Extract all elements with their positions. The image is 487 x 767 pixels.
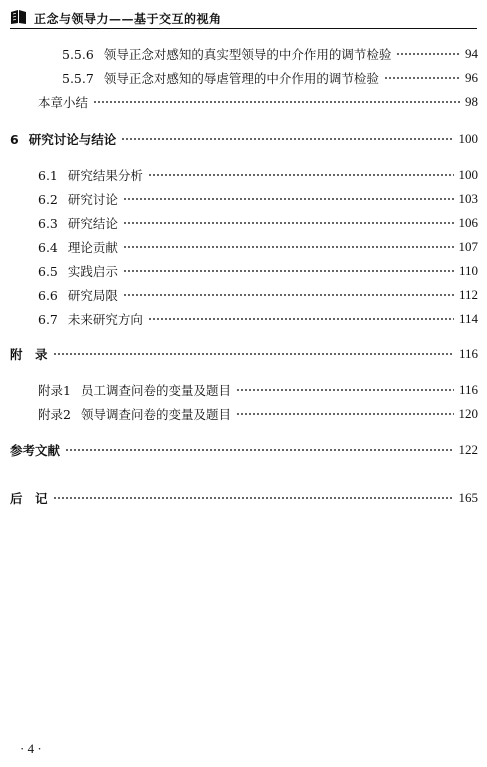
dot-leader: [123, 242, 454, 252]
toc-entry-page: 103: [458, 191, 478, 206]
toc-entry-title: 员工调查问卷的变量及题目: [80, 383, 231, 398]
dot-leader: [53, 493, 454, 503]
toc-entry-number: 6: [10, 131, 19, 147]
toc-entry-title: 研究讨论: [67, 192, 118, 207]
dot-leader: [123, 290, 454, 300]
toc-entry-number: 6.1: [38, 167, 58, 183]
dot-leader: [121, 134, 453, 144]
toc-entry-5-5-6[interactable]: [62, 45, 478, 63]
toc-entry-6-1[interactable]: [38, 166, 478, 184]
toc-entry-page: 96: [465, 70, 478, 85]
toc-entry-number: 6.5: [38, 263, 58, 279]
running-header: [10, 8, 477, 29]
dot-leader: [93, 97, 460, 107]
dot-leader: [123, 266, 454, 276]
dot-leader: [53, 349, 454, 359]
toc-entry-number: 6.3: [38, 215, 58, 231]
toc-entry-number: 附录1: [38, 383, 71, 398]
toc-entry-number: 附录2: [38, 407, 71, 422]
toc-entry-number: 5.5.7: [62, 70, 94, 86]
toc-entry-page: 107: [458, 239, 478, 254]
dot-leader: [236, 385, 454, 395]
toc-entry-page: 116: [458, 346, 478, 361]
toc-entry-chapter-summary[interactable]: [38, 93, 478, 111]
toc-entry-title: 实践启示: [67, 264, 118, 279]
dot-leader: [123, 218, 454, 228]
toc-afterword[interactable]: [10, 489, 478, 507]
toc-entry-title: 未来研究方向: [67, 312, 143, 327]
toc-entry-page: 165: [458, 490, 478, 505]
dot-leader: [384, 73, 460, 83]
toc-entry-title: 本章小结: [38, 95, 89, 110]
toc-entry-6-4[interactable]: [38, 238, 478, 256]
dot-leader: [65, 445, 453, 455]
toc-entry-page: 120: [458, 406, 478, 421]
toc-entry-5-5-7[interactable]: [62, 69, 478, 87]
toc-entry-title: 研究结果分析: [67, 168, 143, 183]
toc-entry-page: 110: [458, 263, 478, 278]
toc-entry-title: 理论贡献: [67, 240, 118, 255]
toc-entry-page: 106: [458, 215, 478, 230]
toc-entry-number: 6.6: [38, 287, 58, 303]
toc-entry-page: 98: [465, 94, 478, 109]
running-header-title: 正念与领导力——基于交互的视角: [34, 12, 222, 26]
toc-entry-page: 116: [458, 382, 478, 397]
dot-leader: [148, 314, 454, 324]
toc-entry-page: 114: [458, 311, 478, 326]
toc-entry-page: 112: [458, 287, 478, 302]
toc-entry-6-6[interactable]: [38, 286, 478, 304]
page-number: · 4 ·: [20, 741, 42, 756]
toc-entry-title: 研究结论: [67, 216, 118, 231]
toc-entry-title: 附 录: [10, 347, 48, 362]
toc-entry-6-7[interactable]: [38, 310, 478, 328]
toc-entry-title: 领导调查问卷的变量及题目: [80, 407, 231, 422]
dot-leader: [236, 409, 454, 419]
toc-entry-6-2[interactable]: [38, 190, 478, 208]
dot-leader: [396, 49, 460, 59]
toc-entry-page: 100: [458, 167, 478, 182]
dot-leader: [123, 194, 454, 204]
dot-leader: [148, 170, 454, 180]
toc-entry-title: 参考文献: [10, 443, 61, 458]
toc-entry-number: 5.5.6: [62, 46, 94, 62]
toc-entry-appendix-1[interactable]: [38, 381, 478, 399]
toc-entry-number: 6.7: [38, 311, 58, 327]
toc-chapter-6[interactable]: [10, 130, 478, 148]
toc-entry-title: 后 记: [10, 491, 48, 506]
toc-entry-title: 领导正念对感知的真实型领导的中介作用的调节检验: [103, 47, 392, 62]
toc-entry-title: 研究局限: [67, 288, 118, 303]
toc-entry-number: 6.4: [38, 239, 58, 255]
toc-entry-appendix-2[interactable]: [38, 405, 478, 423]
toc-entry-number: 6.2: [38, 191, 58, 207]
toc-entry-page: 100: [458, 131, 478, 146]
toc-entry-6-3[interactable]: [38, 214, 478, 232]
toc-entry-title: 研究讨论与结论: [28, 132, 117, 147]
toc-entry-page: 94: [465, 46, 478, 61]
toc-references[interactable]: [10, 441, 478, 459]
toc-appendix[interactable]: [10, 345, 478, 363]
toc-entry-page: 122: [458, 442, 478, 457]
book-icon: [10, 9, 27, 25]
toc-entry-6-5[interactable]: [38, 262, 478, 280]
toc-entry-title: 领导正念对感知的辱虐管理的中介作用的调节检验: [103, 71, 379, 86]
